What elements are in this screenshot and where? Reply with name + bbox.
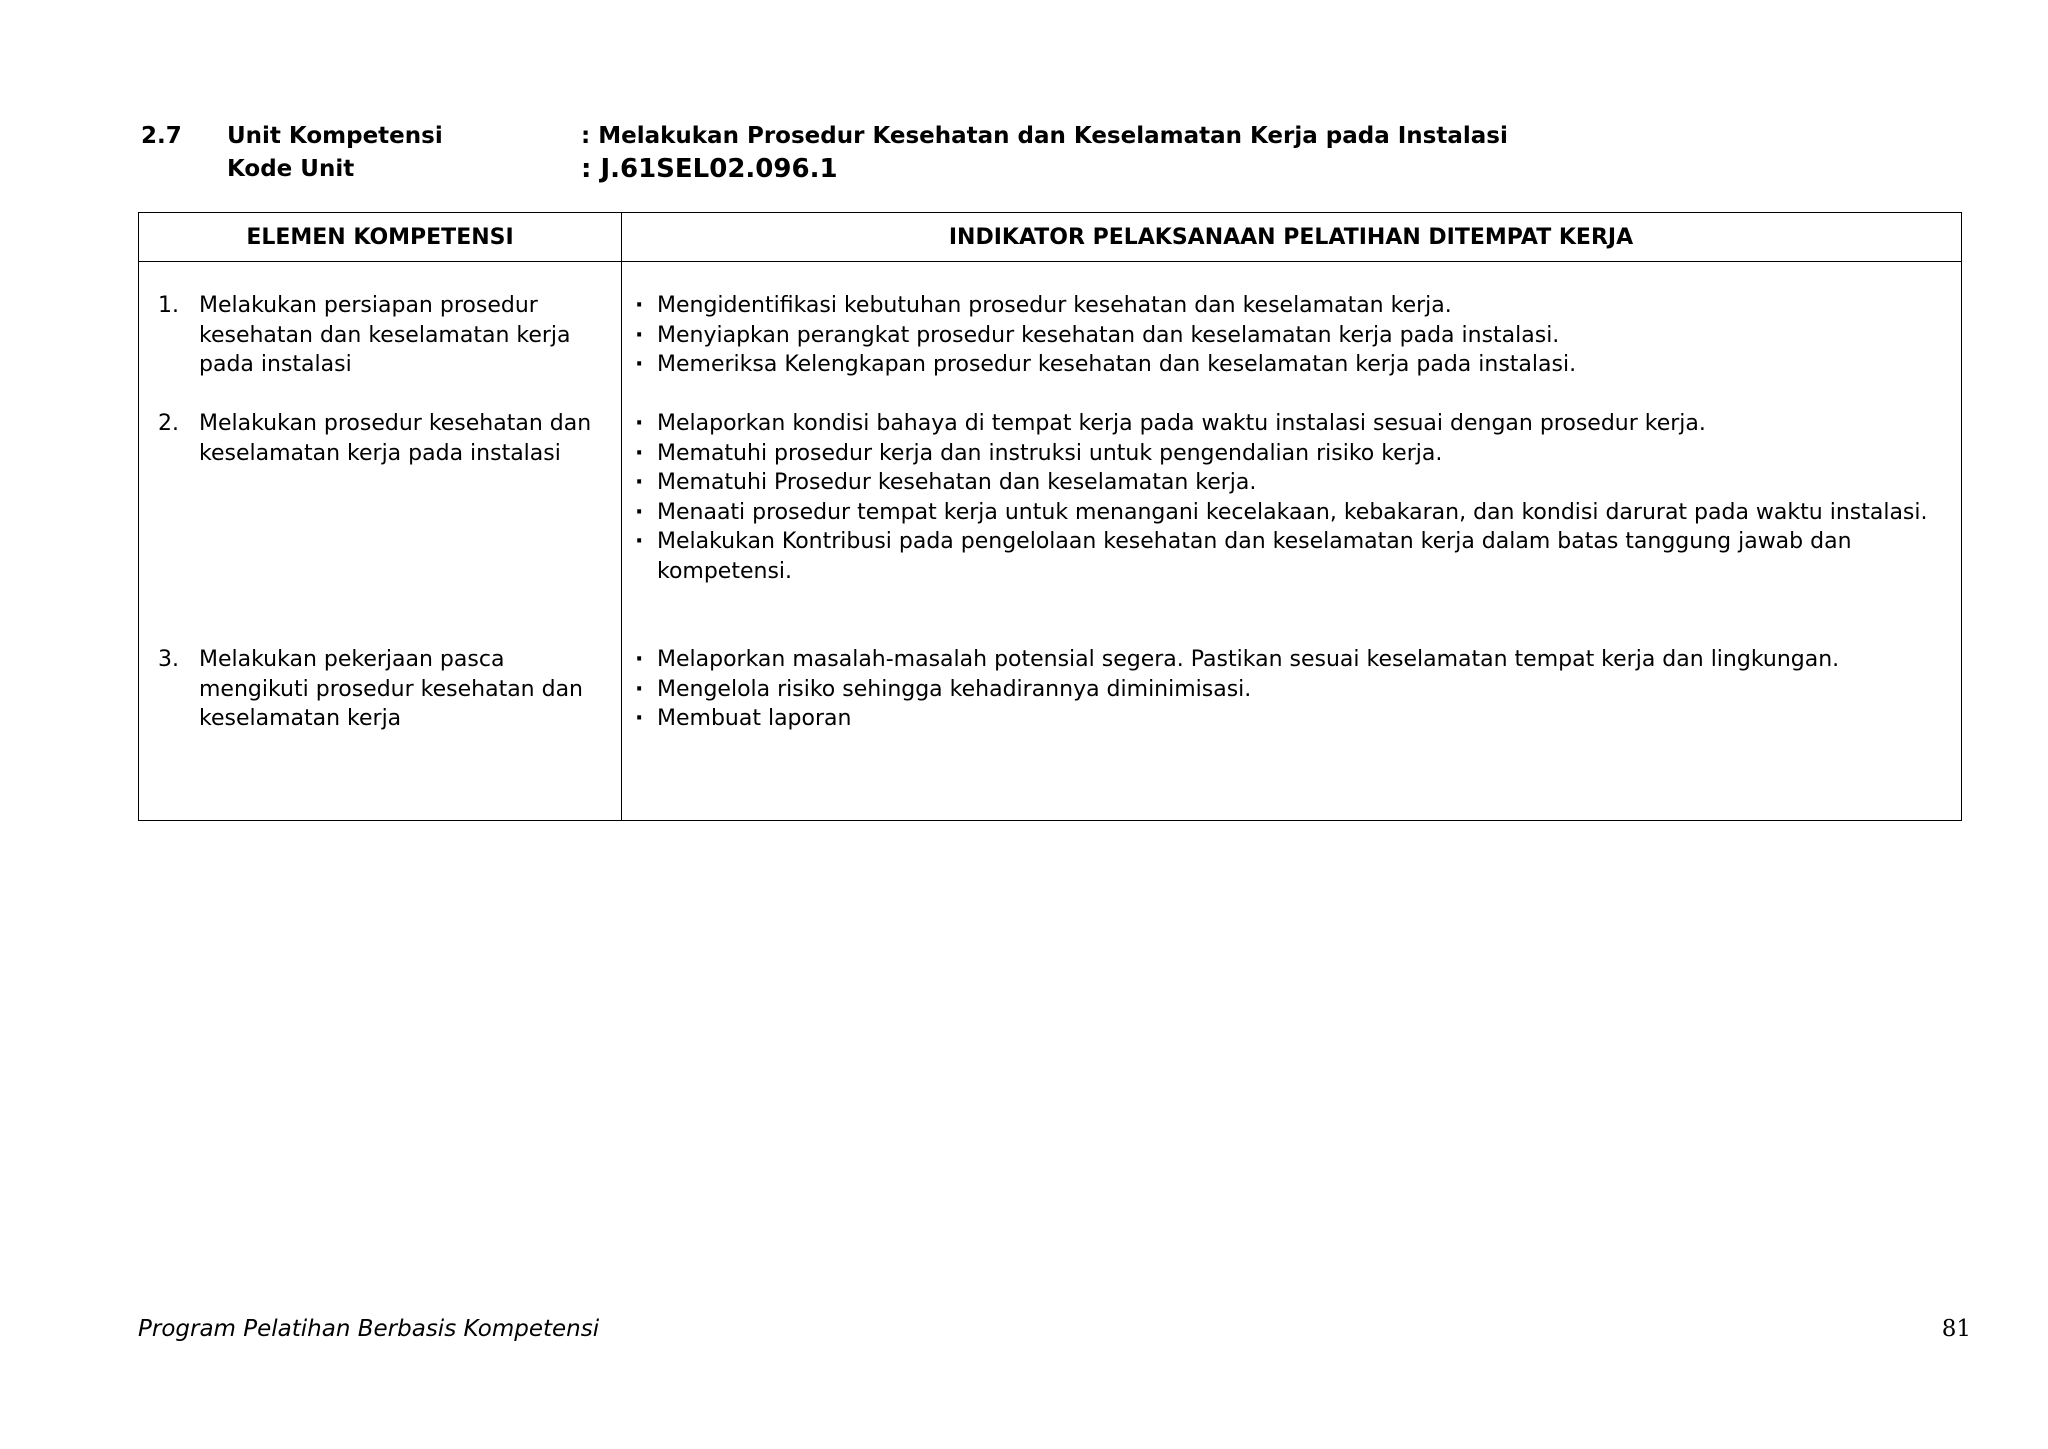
code-row [141, 153, 1508, 186]
indicator-list-1 [635, 291, 1931, 380]
header-divider [139, 261, 1961, 262]
unit-value: : Melakukan Prosedur Kesehatan dan Keselamatan Kerja pada Instalasi [581, 123, 1508, 149]
indicator-item: · Mematuhi Prosedur kesehatan dan keselamatan kerja. [635, 468, 1931, 498]
indicator-item: · Menaati prosedur tempat kerja untuk menangani kecelakaan, kebakaran, dan kondisi darurat pada waktu instalasi. [635, 498, 1931, 528]
bullet-icon [635, 409, 657, 439]
unit-label: Unit Kompetensi [227, 123, 443, 149]
indicator-item: · Mengelola risiko sehingga kehadirannya diminimisasi. [635, 675, 1931, 705]
column-header-elemen: ELEMEN KOMPETENSI [246, 224, 514, 250]
indicator-item: · Melaporkan masalah-masalah potensial segera. Pastikan sesuai keselamatan tempat kerja dan lingkungan. [635, 645, 1931, 675]
indicator-item: · Melaporkan kondisi bahaya di tempat kerja pada waktu instalasi sesuai dengan prosedur kerja. [635, 409, 1931, 439]
indicator-item: · Membuat laporan [635, 704, 1931, 734]
indicator-item: · Mengidentifikasi kebutuhan prosedur kesehatan dan keselamatan kerja. [635, 291, 1931, 321]
footer-title: Program Pelatihan Berbasis Kompetensi [138, 1316, 600, 1342]
bullet-icon [635, 291, 657, 321]
element-text: Melakukan pekerjaan pasca mengikuti prosedur kesehatan dan keselamatan kerja [199, 647, 584, 731]
element-text: Melakukan persiapan prosedur kesehatan dan keselamatan kerja pada instalasi [199, 293, 571, 377]
unit-row [141, 120, 1508, 153]
code-label: Kode Unit [227, 156, 355, 182]
bullet-icon [635, 468, 657, 498]
bullet-icon [635, 350, 657, 380]
unit-header [141, 120, 1508, 186]
bullet-icon [635, 704, 657, 734]
element-number: 1. [158, 293, 179, 318]
indicator-item: · Menyiapkan perangkat prosedur kesehatan dan keselamatan kerja pada instalasi. [635, 321, 1931, 351]
bullet-icon [635, 527, 657, 586]
bullet-icon [635, 675, 657, 705]
element-item-3 [158, 645, 598, 734]
bullet-icon [635, 321, 657, 351]
element-text: Melakukan prosedur kesehatan dan keselamatan kerja pada instalasi [199, 411, 592, 466]
bullet-icon [635, 498, 657, 528]
competency-table [138, 212, 1962, 821]
section-number: 2.7 [141, 123, 182, 149]
element-number: 2. [158, 411, 179, 436]
indicator-item: · Memeriksa Kelengkapan prosedur kesehatan dan keselamatan kerja pada instalasi. [635, 350, 1931, 380]
indicator-item: · Melakukan Kontribusi pada pengelolaan kesehatan dan keselamatan kerja dalam batas tanggung jawab dan kompetensi. [635, 527, 1931, 586]
element-item-2 [158, 409, 598, 468]
column-divider [621, 213, 622, 820]
bullet-icon [635, 439, 657, 469]
indicator-list-2 [635, 409, 1931, 586]
element-item-1 [158, 291, 598, 380]
indicator-item: · Mematuhi prosedur kerja dan instruksi untuk pengendalian risiko kerja. [635, 439, 1931, 469]
page-number: 81 [1941, 1316, 1971, 1342]
element-number: 3. [158, 647, 179, 672]
indicator-list-3 [635, 645, 1931, 734]
code-value: : J.61SEL02.096.1 [581, 154, 838, 184]
bullet-icon [635, 645, 657, 675]
column-header-indikator: INDIKATOR PELAKSANAAN PELATIHAN DITEMPAT KERJA [948, 224, 1634, 250]
